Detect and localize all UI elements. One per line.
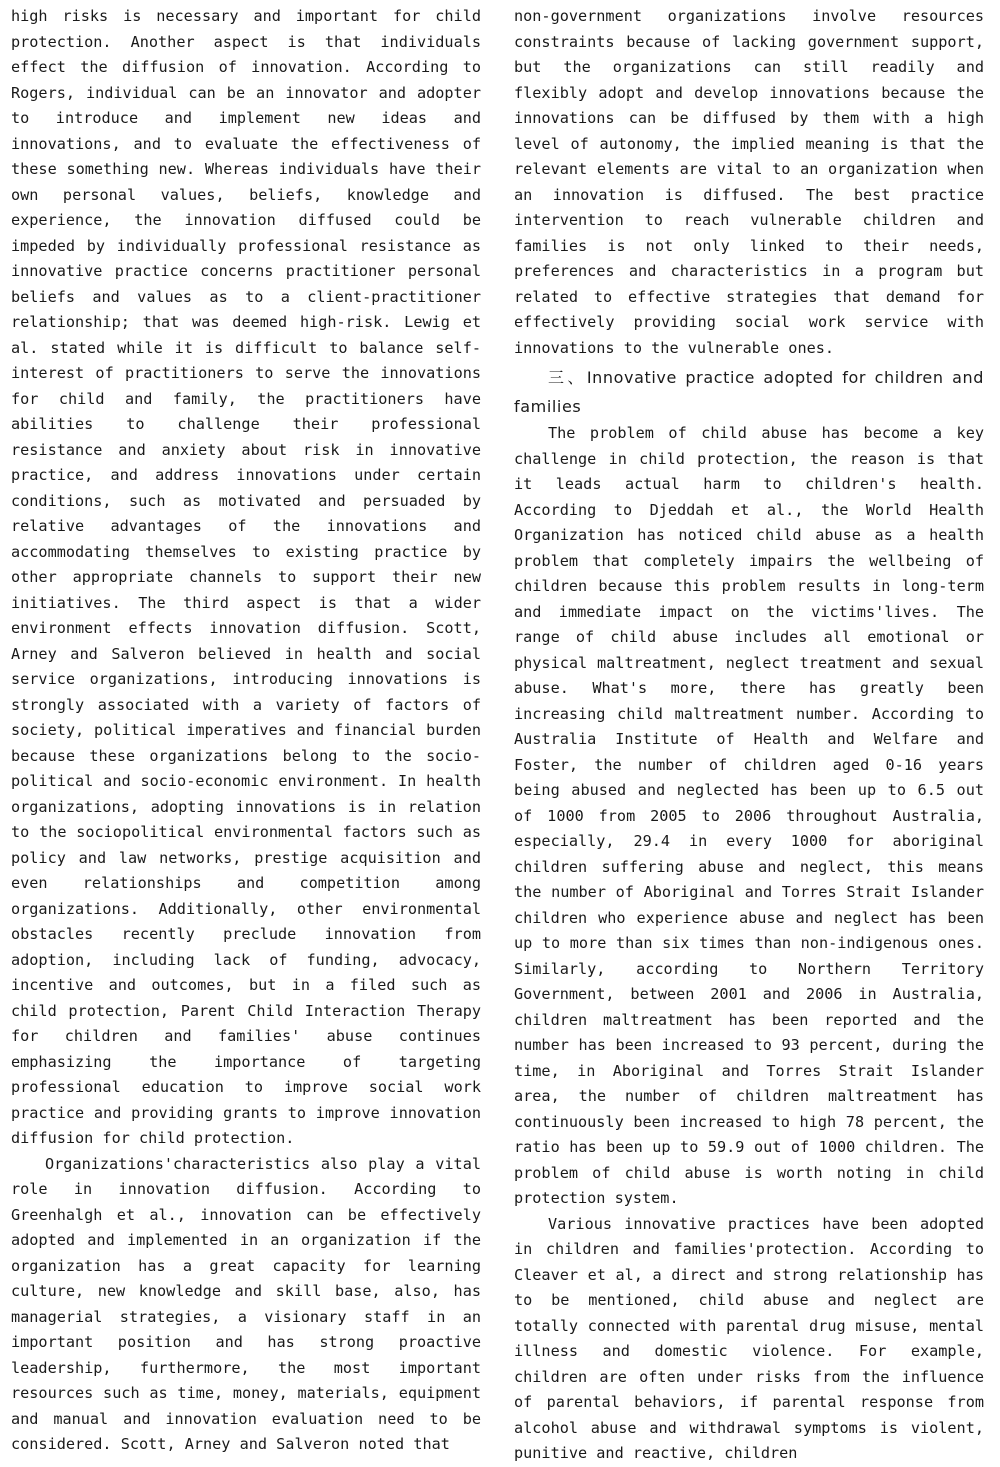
body-paragraph: high risks is necessary and important for child protection. Another aspect is that individuals effect the diffusion of innovation. According to Rogers, individual can be an innovator and adopter to introduce and implement new ideas and innovations, and to evaluate the effectiveness of these something new. Whereas individuals have their own personal values, beliefs, knowledge and experience, the innovation diffused could be impeded by individually professional resistance as innovative practice concerns practitioner personal beliefs and values as to a client-practitioner relationship; that was deemed high-risk. Lewig et al. stated while it is difficult to balance self-interest of practitioners to serve the innovations for child and family, the practitioners have abilities to challenge their professional resistance and anxiety about risk in innovative practice, and address innovations under certain conditions, such as motivated and persuaded by relative advantages of the innovations and accommodating themselves to existing practice by other appropriate channels to support their new initiatives. The third aspect is that a wider environment effects innovation diffusion. Scott, Arney and Salveron believed in health and social service organizations, introducing innovations is strongly associated with a variety of factors of society, political imperatives and financial burden because these organizations belong to the socio-political and socio-economic environment. In health organizations, adopting innovations is in relation to the sociopolitical environmental factors such as policy and law networks, prestige acquisition and even relationships and competition among organizations. Additionally, other environmental obstacles recently preclude innovation from adoption, including lack of funding, advocacy, incentive and outcomes, but in a filed such as child protection, Parent Child Interaction Therapy for children and families' abuse continues emphasizing the importance of targeting professional education to improve social work practice and providing grants to improve innovation diffusion for child protection. xyxy=(11,7,481,1147)
body-paragraph: Various innovative practices have been adopted in children and families'protection. According to Cleaver et al, a direct and strong relationship has to be mentioned, child abuse and neglect are totally connected with parental drug misuse, mental illness and domestic violence. For example, children are often under risks from the influence of parental behaviors, if parental response from alcohol abuse and withdrawal symptoms is violent, punitive and reactive, children xyxy=(514,1214,984,1462)
body-paragraph: The problem of child abuse has become a key challenge in child protection, the reason is that it leads actual harm to children's health. According to Djeddah et al., the World Health Organization has noticed child abuse as a health problem that completely impairs the wellbeing of children because this problem results in long-term and immediate impact on the victims'lives. The range of child abuse includes all emotional or physical maltreatment, neglect treatment and sexual abuse. What's more, there has greatly been increasing child maltreatment number. According to Australia Institute of Health and Welfare and Foster, the number of children aged 0-16 years being abused and neglected has been up to 6.5 out of 1000 from 2005 to 2006 throughout Australia, especially, 29.4 in every 1000 for aboriginal children suffering abuse and neglect, this means the number of Aboriginal and Torres Strait Islander children who experience abuse and neglect has been up to more than six times than non-indigenous ones. Similarly, according to Northern Territory Government, between 2001 and 2006 in Australia, children maltreatment has been reported and the number has been increased to 93 percent, during the time, in Aboriginal and Torres Strait Islander area, the number of children maltreatment has continuously been increased to high 78 percent, the ratio has been up to 59.9 out of 1000 children. The problem of child abuse is worth noting in child protection system. xyxy=(514,424,984,1207)
body-paragraph: non-government organizations involve resources constraints because of lacking government support, but the organizations can still readily and flexibly adopt and develop innovations because the innovations can be diffused by them with a high level of autonomy, the implied meaning is that the relevant elements are vital to an organization when an innovation is diffused. The best practice intervention to reach vulnerable children and families is not only linked to their needs, preferences and characteristics in a program but related to effective strategies that demand for effectively providing social work service with innovations to the vulnerable ones. xyxy=(514,7,984,357)
section-heading: 三、Innovative practice adopted for children and families xyxy=(514,368,984,416)
right-column xyxy=(514,4,984,1467)
left-column xyxy=(11,4,481,1458)
body-paragraph: Organizations'characteristics also play a vital role in innovation diffusion. According to Greenhalgh et al., innovation can be effectively adopted and implemented in an organization if the organization has a great capacity for learning culture, new knowledge and skill base, also, has managerial strategies, a visionary staff in an important position and has strong proactive leadership, furthermore, the most important resources such as time, money, materials, equipment and manual and innovation evaluation need to be considered. Scott, Arney and Salveron noted that xyxy=(11,1154,481,1453)
